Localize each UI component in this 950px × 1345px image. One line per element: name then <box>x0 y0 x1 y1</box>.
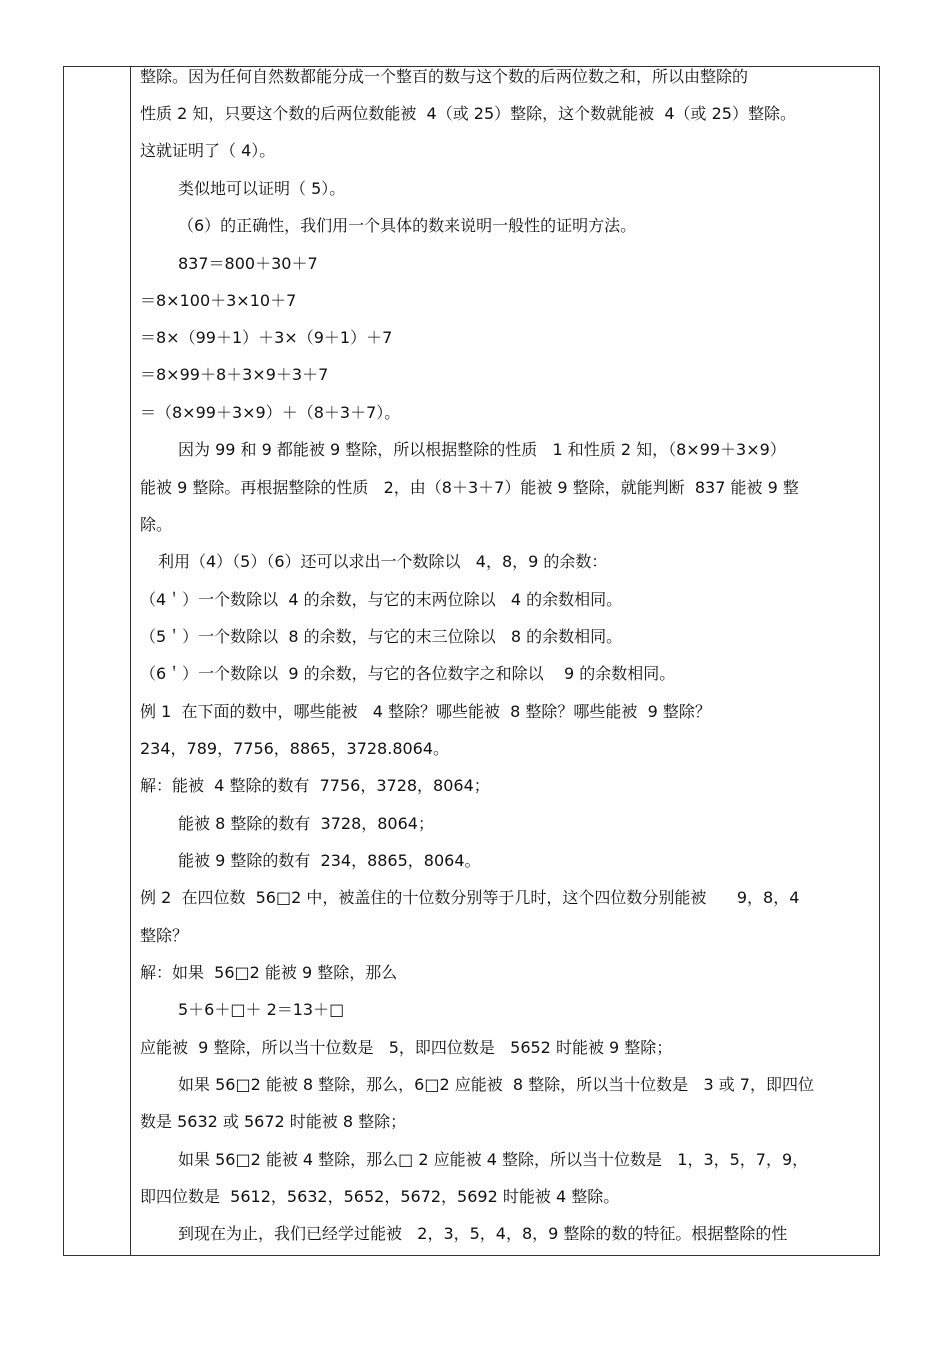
text-line: 能被 8 整除的数有 3728，8064； <box>178 814 434 833</box>
text-line: 数是 5632 或 5672 时能被 8 整除； <box>140 1112 407 1131</box>
text-line: 能被 9 整除。再根据整除的性质 2，由（8＋3＋7）能被 9 整除，就能判断 837 能被 9 整 <box>140 478 799 497</box>
text-line: 解：如果 56□2 能被 9 整除，那么 <box>140 963 398 982</box>
text-line: 837＝800＋30＋7 <box>178 254 318 273</box>
text-line: ＝（8×99＋3×9）＋（8＋3＋7）。 <box>140 403 401 422</box>
text-line: 整除？ <box>140 926 189 945</box>
text-line: 这就证明了（ 4）。 <box>140 141 276 160</box>
text-line: 能被 9 整除的数有 234，8865，8064。 <box>178 851 481 870</box>
text-line: 类似地可以证明（ 5）。 <box>178 179 346 198</box>
text-line: （4＇）一个数除以 4 的余数，与它的末两位除以 4 的余数相同。 <box>140 590 623 609</box>
text-line: （5＇）一个数除以 8 的余数，与它的末三位除以 8 的余数相同。 <box>140 627 623 646</box>
text-line: 利用（4）（5）（6）还可以求出一个数除以 4，8，9 的余数： <box>158 552 608 571</box>
text-line: 应能被 9 整除，所以当十位数是 5，即四位数是 5652 时能被 9 整除； <box>140 1038 673 1057</box>
text-line: 如果 56□2 能被 4 整除，那么□ 2 应能被 4 整除，所以当十位数是 1，3，5，7，9， <box>178 1150 809 1169</box>
text-line: 如果 56□2 能被 8 整除，那么，6□2 应能被 8 整除，所以当十位数是 3 或 7，即四位 <box>178 1075 814 1094</box>
text-line: 除。 <box>140 515 173 534</box>
text-line: 例 1 在下面的数中，哪些能被 4 整除？哪些能被 8 整除？哪些能被 9 整除？ <box>140 702 711 721</box>
text-line: 即四位数是 5612，5632，5652，5672，5692 时能被 4 整除。 <box>140 1187 620 1206</box>
text-line: 234，789，7756，8865，3728.8064。 <box>140 739 450 758</box>
text-line: （6＇）一个数除以 9 的余数，与它的各位数字之和除以 9 的余数相同。 <box>140 664 676 683</box>
table-frame <box>63 66 880 1256</box>
text-line: 性质 2 知，只要这个数的后两位数能被 4（或 25）整除，这个数就能被 4（或 25）整除。 <box>140 104 796 123</box>
left-column-cell <box>64 67 131 1255</box>
text-line: 例 2 在四位数 56□2 中，被盖住的十位数分别等于几时，这个四位数分别能被 9，8，4 <box>140 888 800 907</box>
text-line: 整除。因为任何自然数都能分成一个整百的数与这个数的后两位数之和，所以由整除的 <box>140 67 749 86</box>
text-line: ＝8×99＋8＋3×9＋3＋7 <box>140 365 329 384</box>
text-line: 5＋6＋□＋ 2＝13＋□ <box>178 1000 345 1019</box>
text-line: ＝8×（99＋1）＋3×（9＋1）＋7 <box>140 328 393 347</box>
text-line: 因为 99 和 9 都能被 9 整除，所以根据整除的性质 1 和性质 2 知，（8×99＋3×9） <box>178 440 786 459</box>
text-line: 解：能被 4 整除的数有 7756，3728，8064； <box>140 776 490 795</box>
text-line: ＝8×100＋3×10＋7 <box>140 291 297 310</box>
text-line: 到现在为止，我们已经学过能被 2，3，5，4，8，9 整除的数的特征。根据整除的性 <box>178 1224 788 1243</box>
text-line: （6）的正确性，我们用一个具体的数来说明一般性的证明方法。 <box>178 216 637 235</box>
